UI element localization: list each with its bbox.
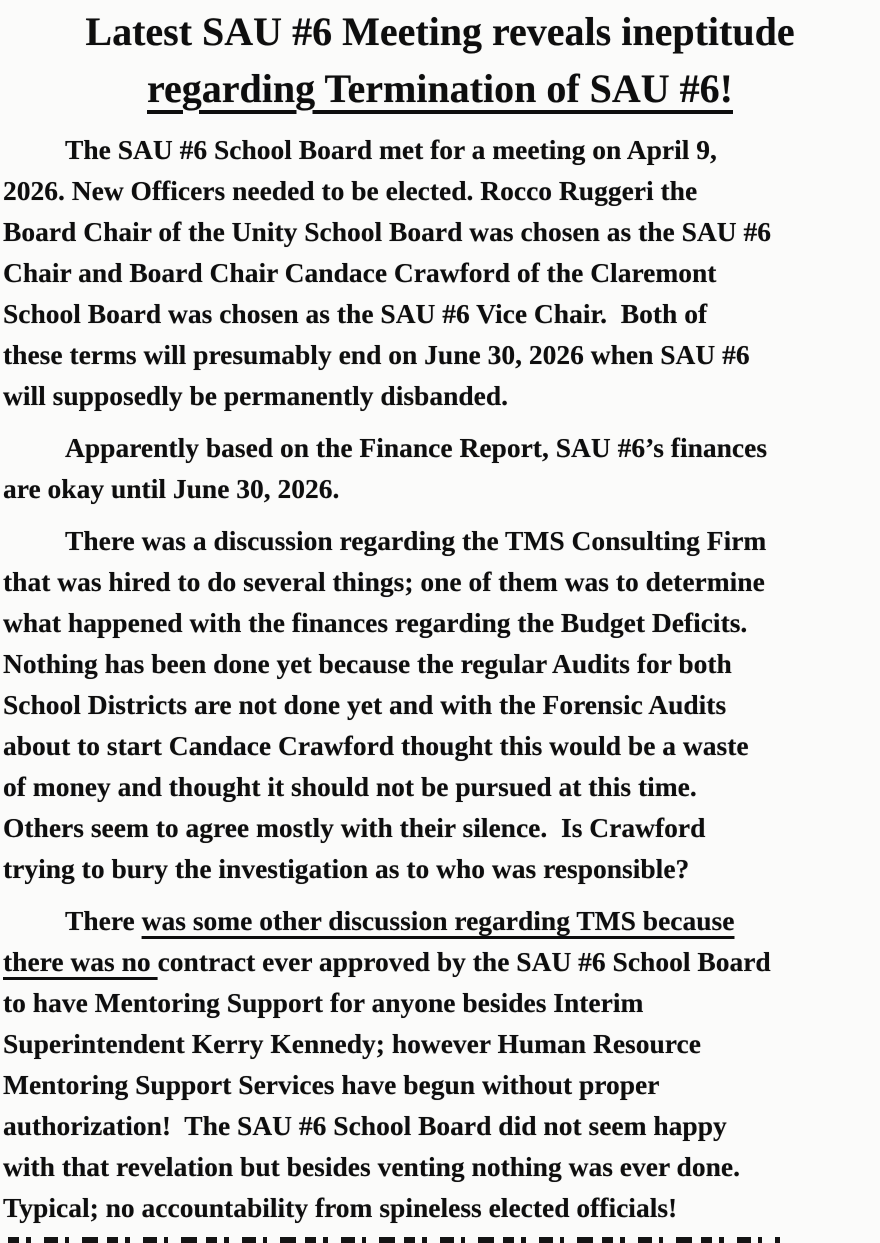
text-segment: are okay until June 30, 2026. — [3, 473, 340, 504]
text-segment: about to start Candace Crawford thought this would be a waste — [3, 730, 749, 761]
text-line — [3, 293, 877, 334]
text-segment: with that revelation but besides venting nothing was ever done. — [3, 1151, 740, 1182]
text-line — [3, 334, 877, 375]
underlined-text-segment: was some other discussion regarding TMS because — [141, 905, 735, 936]
text-line — [3, 129, 877, 170]
headline — [0, 3, 880, 117]
paragraph — [3, 900, 877, 1228]
text-segment: Typical; no accountability from spineless elected officials! — [3, 1192, 678, 1223]
text-line — [3, 561, 877, 602]
headline-line-1: Latest SAU #6 Meeting reveals ineptitude — [85, 9, 795, 54]
text-segment: of money and thought it should not be pursued at this time. — [3, 771, 697, 802]
text-line — [3, 1105, 877, 1146]
text-segment: School Districts are not done yet and with the Forensic Audits — [3, 689, 727, 720]
paragraph — [3, 520, 877, 889]
article-body — [0, 129, 880, 1228]
text-segment: School Board was chosen as the SAU #6 Vice Chair. Both of — [3, 298, 708, 329]
text-line — [3, 602, 877, 643]
text-segment: 2026. New Officers needed to be elected. Rocco Ruggeri the — [3, 175, 698, 206]
text-segment: There — [65, 905, 142, 936]
text-line — [3, 766, 877, 807]
text-segment: Board Chair of the Unity School Board was chosen as the SAU #6 — [3, 216, 772, 247]
text-line — [3, 848, 877, 889]
text-segment: The SAU #6 School Board met for a meeting on April 9, — [65, 134, 717, 165]
text-segment: will supposedly be permanently disbanded. — [3, 380, 509, 411]
text-segment: Apparently based on the Finance Report, SAU #6’s finances — [65, 432, 768, 463]
text-segment: Chair and Board Chair Candace Crawford of the Claremont — [3, 257, 717, 288]
text-line — [3, 252, 877, 293]
text-line — [3, 1187, 877, 1228]
text-line — [3, 468, 877, 509]
paragraph — [3, 427, 877, 509]
underlined-text-segment: there was no — [3, 946, 158, 977]
text-line — [3, 643, 877, 684]
text-segment: There was a discussion regarding the TMS Consulting Firm — [65, 525, 767, 556]
paragraph — [3, 129, 877, 416]
text-segment: trying to bury the investigation as to who was responsible? — [3, 853, 690, 884]
text-segment: these terms will presumably end on June 30, 2026 when SAU #6 — [3, 339, 750, 370]
text-line — [3, 807, 877, 848]
text-segment: what happened with the finances regarding the Budget Deficits. — [3, 607, 748, 638]
text-segment: contract ever approved by the SAU #6 School Board — [157, 946, 771, 977]
text-segment: authorization! The SAU #6 School Board did not seem happy — [3, 1110, 727, 1141]
text-line — [3, 1023, 877, 1064]
text-segment: Superintendent Kerry Kennedy; however Human Resource — [3, 1028, 701, 1059]
text-line — [3, 900, 877, 941]
headline-line-2: regarding Termination of SAU #6! — [147, 66, 733, 111]
text-segment: Others seem to agree mostly with their silence. Is Crawford — [3, 812, 706, 843]
text-line — [3, 211, 877, 252]
text-line — [3, 427, 877, 468]
text-segment: Nothing has been done yet because the regular Audits for both — [3, 648, 732, 679]
text-line — [3, 725, 877, 766]
text-segment: that was hired to do several things; one of them was to determine — [3, 566, 765, 597]
text-segment: to have Mentoring Support for anyone besides Interim — [3, 987, 644, 1018]
text-line — [3, 375, 877, 416]
text-line — [3, 941, 877, 982]
text-line — [3, 520, 877, 561]
text-segment: Mentoring Support Services have begun without proper — [3, 1069, 660, 1100]
cutoff-text-strip — [8, 1237, 780, 1243]
text-line — [3, 170, 877, 211]
text-line — [3, 982, 877, 1023]
text-line — [3, 1064, 877, 1105]
text-line — [3, 684, 877, 725]
text-line — [3, 1146, 877, 1187]
